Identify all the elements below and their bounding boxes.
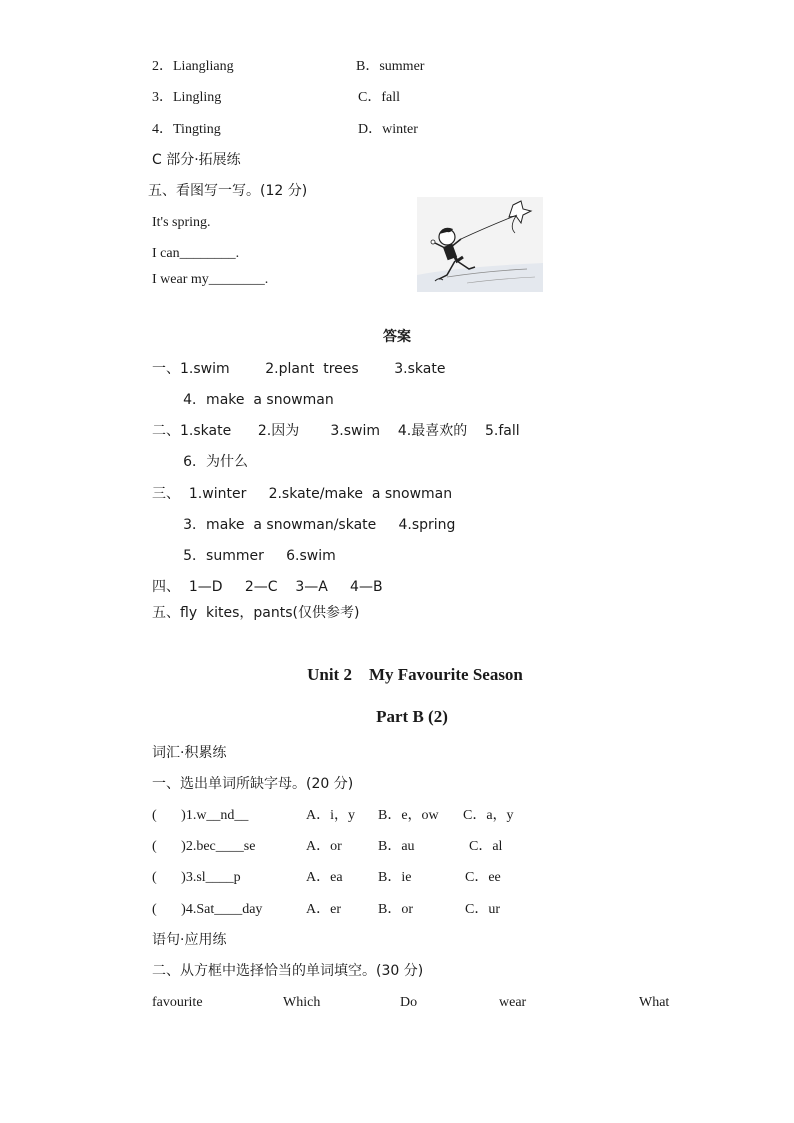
- q1-item-4-option-b: B．or: [378, 902, 413, 917]
- q1-item-3-option-a: A．ea: [306, 870, 343, 885]
- q1-item-3-stem: ( )3.sl____p: [152, 870, 241, 885]
- part-title: Part B (2): [376, 707, 448, 726]
- q1-item-4-option-a: A．er: [306, 902, 341, 917]
- match-left-2: 2．Liangliang: [152, 59, 234, 74]
- answers-heading: 答案: [383, 329, 411, 345]
- word-box-item-1: favourite: [152, 995, 203, 1010]
- q1-item-4-option-c: C．ur: [465, 902, 500, 917]
- q1-item-1-option-c: C．a，y: [463, 808, 514, 823]
- unit-title: Unit 2 My Favourite Season: [307, 665, 523, 684]
- match-right-d: D．winter: [358, 122, 418, 137]
- word-box-item-5: What: [639, 995, 670, 1010]
- answer-line-2: 4．make a snowman: [152, 392, 334, 408]
- q1-item-2-option-a: A．or: [306, 839, 342, 854]
- q1-item-3-option-b: B．ie: [378, 870, 412, 885]
- q1-title: 一、选出单词所缺字母。(20 分): [152, 776, 354, 792]
- q1-item-1-option-a: A．i，y: [306, 808, 355, 823]
- q1-item-1-stem: ( )1.w__nd__: [152, 808, 249, 823]
- answer-line-7: 5．summer 6.swim: [152, 548, 336, 564]
- q1-item-2-stem: ( )2.bec____se: [152, 839, 256, 854]
- match-left-4: 4．Tingting: [152, 122, 221, 137]
- answer-line-8: 四、 1—D 2—C 3—A 4—B: [152, 579, 383, 595]
- answer-line-1: 一、1.swim 2.plant trees 3.skate: [152, 361, 446, 377]
- q2-title: 二、从方框中选择恰当的单词填空。(30 分): [152, 963, 424, 979]
- answer-line-6: 3．make a snowman/skate 4.spring: [152, 517, 456, 533]
- q1-item-1-option-b: B．e，ow: [378, 808, 439, 823]
- q5-line-2: I can________.: [152, 246, 240, 261]
- q5-title: 五、看图写一写。(12 分): [148, 183, 308, 199]
- sentence-section-heading: 语句·应用练: [152, 932, 227, 948]
- word-box-item-4: wear: [499, 995, 527, 1010]
- match-left-3: 3．Lingling: [152, 90, 222, 105]
- word-box-item-2: Which: [283, 995, 321, 1010]
- q1-item-2-option-b: B．au: [378, 839, 415, 854]
- answer-line-9: 五、fly kites，pants(仅供参考): [152, 605, 360, 621]
- vocab-section-heading: 词汇·积累练: [152, 745, 227, 761]
- q1-item-3-option-c: C．ee: [465, 870, 501, 885]
- boy-flying-kite-illustration: [417, 197, 543, 292]
- match-right-c: C．fall: [358, 90, 400, 105]
- answer-line-4: 6．为什么: [152, 454, 249, 470]
- section-c-heading: C 部分·拓展练: [152, 152, 241, 168]
- word-box-item-3: Do: [400, 995, 418, 1010]
- match-right-b: B．summer: [356, 59, 425, 74]
- answer-line-5: 三、 1.winter 2.skate/make a snowman: [152, 486, 453, 502]
- q1-item-4-stem: ( )4.Sat____day: [152, 902, 263, 917]
- q5-line-3: I wear my________.: [152, 272, 269, 287]
- q1-item-2-option-c: C．al: [469, 839, 503, 854]
- q5-line-1: It's spring.: [152, 215, 211, 230]
- answer-line-3: 二、1.skate 2.因为 3.swim 4.最喜欢的 5.fall: [152, 423, 520, 439]
